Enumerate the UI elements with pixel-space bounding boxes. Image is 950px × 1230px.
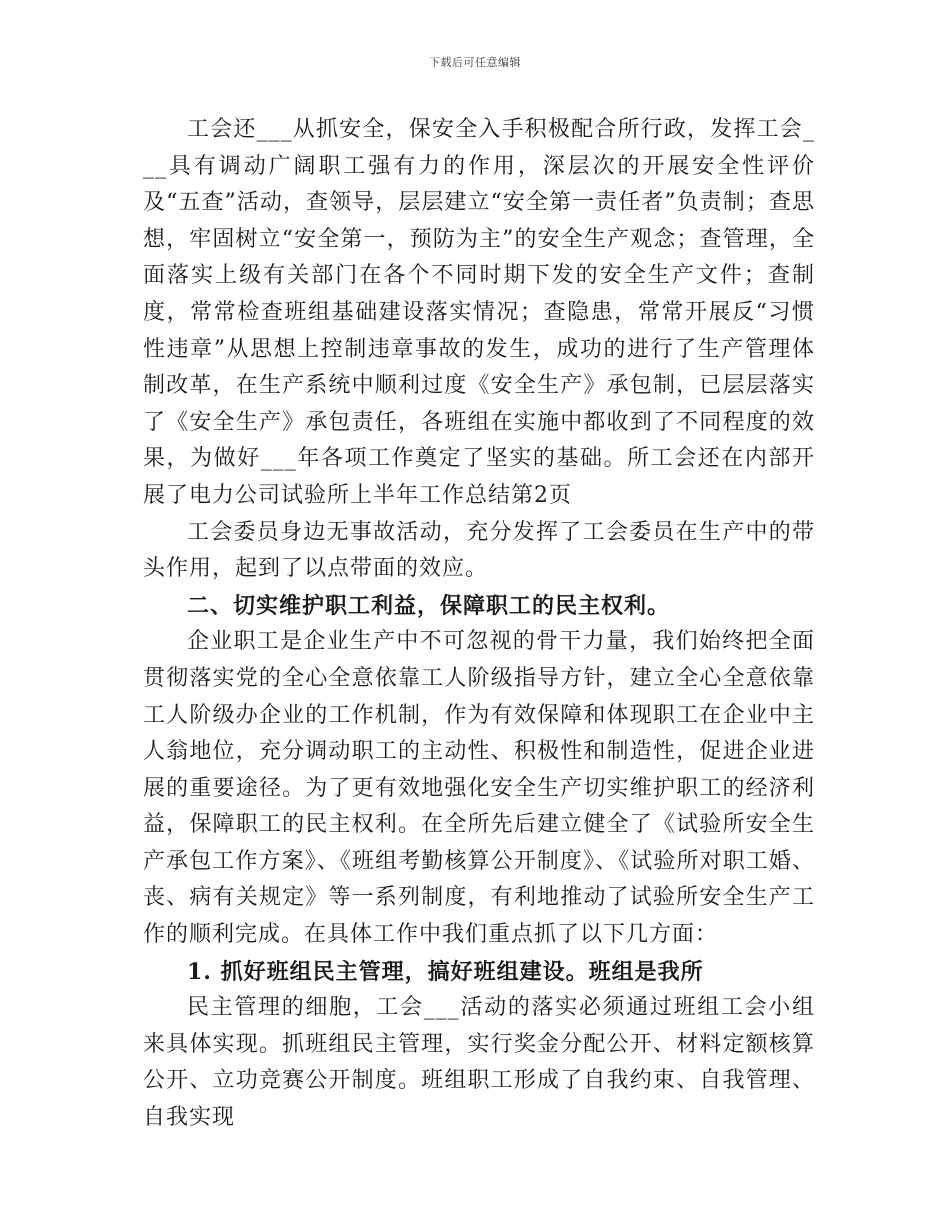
section-heading-worker-rights: 二、切实维护职工利益，保障职工的民主权利。 bbox=[187, 592, 671, 619]
paragraph-safety-work: 工会还___从抓安全，保安全入手积极配合所行政，发挥工会___具有调动广阔职工强有力的作用，深层次的开展安全性评价及“五查”活动，查领导，层层建立“安全第一责任者”负责制；查思想，牢固树立“安全第一，预防为主”的安全生产观念；查管理，全面落实上级有关部门在各个不同时期下发的安全生产文件；查制度，常常检查班组基础建设落实情况；查隐患，常常开展反“习惯性违章”从思想上控制违章事故的发生，成功的进行了生产管理体制改革，在生产系统中顺利过度《安全生产》承包制，已层层落实了《安全生产》承包责任，各班组在实施中都收到了不同程度的效果，为做好___年各项工作奠定了坚实的基础。所工会还在内部开展了电力公司试验所上半年工作总结第2页 bbox=[143, 117, 815, 508]
paragraph-worker-rights: 企业职工是企业生产中不可忽视的骨干力量，我们始终把全面贯彻落实党的全心全意依靠工人阶级指导方针，建立全心全意依靠工人阶级办企业的工作机制，作为有效保障和体现职工在企业中主人翁地位，充分调动职工的主动性、积极性和制造性，促进企业进展的重要途径。为了更有效地强化安全生产切实维护职工的经济利益，保障职工的民主权利。在全所先后建立健全了《试验所安全生产承包工作方案》、《班组考勤核算公开制度》、《试验所对职工婚、丧、病有关规定》等一系列制度，有利地推动了试验所安全生产工作的顺利完成。在具体工作中我们重点抓了以下几方面： bbox=[143, 629, 815, 948]
paragraph-team-management: 民主管理的细胞，工会___活动的落实必须通过班组工会小组来具体实现。抓班组民主管理，实行奖金分配公开、材料定额核算公开、立功竞赛公开制度。班组职工形成了自我约束、自我管理、自我实现 bbox=[143, 995, 815, 1131]
document-body bbox=[143, 112, 815, 1137]
paragraph-committee-activity: 工会委员身边无事故活动，充分发挥了工会委员在生产中的带头作用，起到了以点带面的效应。 bbox=[143, 519, 815, 582]
page-header-note: 下载后可任意编辑 bbox=[429, 56, 521, 69]
subheading-team-management: 1. 抓好班组民主管理，搞好班组建设。班组是我所 bbox=[187, 958, 704, 985]
